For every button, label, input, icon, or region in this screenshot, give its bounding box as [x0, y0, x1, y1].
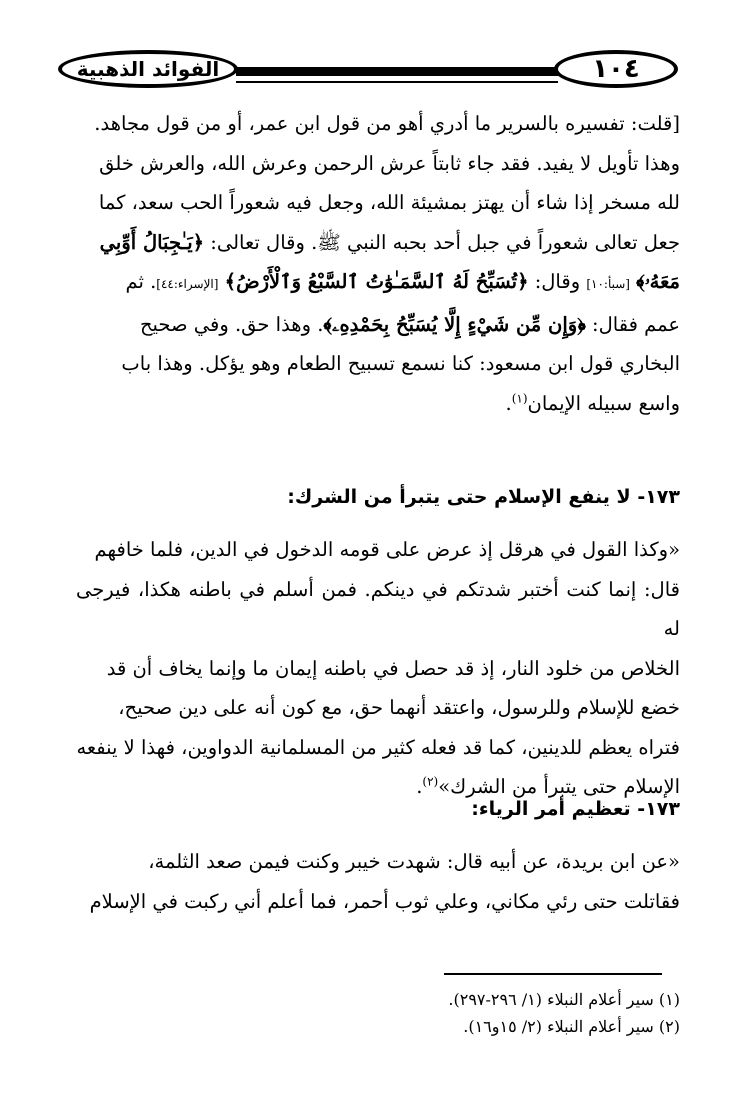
page-number: ١٠٤: [554, 50, 678, 88]
footnote-marker: (٢): [422, 774, 439, 789]
quran-verse: ﴿يَـٰجِبَالُ أَوِّبِي: [99, 230, 205, 254]
header-rule-thick: [236, 67, 558, 76]
section-tasbih-paragraph: [76, 104, 680, 423]
text-line: خضع للإسلام وللرسول، واعتقد أنهما حق، مع كون أنه على دين صحيح،: [118, 696, 680, 719]
text-line: البخاري قول ابن مسعود: كنا نسمع تسبيح الطعام وهو يؤكل. وهذا باب: [121, 352, 680, 375]
quran-verse: مَعَهُۥ﴾: [636, 270, 680, 293]
text-fragment: الإسلام حتى يتبرأ من الشرك»: [438, 775, 680, 798]
text-fragment: واسع سبيله الإيمان: [527, 391, 680, 415]
verse-reference: [الإسراء:٤٤]: [156, 277, 219, 291]
footnote-item: (٢) سير أعلام النبلاء (٢/ ١٥و١٦).: [463, 1017, 680, 1036]
section-heading: ١٧٣- تعظيم أمر الرياء:: [471, 798, 680, 820]
quran-verse: ﴿تُسَبِّحُ لَهُ ٱلسَّمَـٰوَٰتُ ٱلسَّبْعُ وَٱلْأَرْضُ﴾: [224, 270, 529, 293]
text-fragment: . وهذا حق. وفي صحيح: [139, 312, 324, 336]
footnotes: [76, 986, 680, 1040]
book-title: الفوائد الذهبية: [58, 50, 238, 88]
verse-reference: [سبأ:١٠]: [586, 277, 630, 291]
text-line: «عن ابن بريدة، عن أبيه قال: شهدت خيبر وكنت فيمن صعد الثلمة،: [148, 850, 680, 873]
section-riya-paragraph: [76, 842, 680, 921]
text-fragment: . ثم: [125, 270, 157, 293]
section-heraclius-paragraph: [76, 530, 680, 807]
text-line: فقاتلت حتى رئي مكاني، وعلي ثوب أحمر، فما أعلم أني ركبت في الإسلام: [89, 889, 680, 913]
text-fragment: جعل تعالى شعوراً في جبل أحد بحبه النبي ﷺ. وقال تعالى:: [204, 230, 680, 254]
text-fragment: .: [416, 775, 423, 798]
header-rule-thin: [236, 81, 558, 83]
text-line: [76, 223, 680, 263]
text-fragment: وقال:: [528, 270, 587, 293]
footnote-divider: [444, 973, 662, 975]
footnote-item: (١) سير أعلام النبلاء (١/ ٢٩٦-٢٩٧).: [448, 990, 680, 1009]
text-line: [76, 305, 680, 345]
page-header: [58, 44, 678, 102]
text-line: قال: إنما كنت أختبر شدتكم في دينكم. فمن أسلم في باطنه هكذا، فيرجى له: [76, 577, 680, 640]
text-fragment: عمم فقال:: [585, 312, 680, 336]
text-line: [76, 384, 680, 424]
text-line: «وكذا القول في هرقل إذ عرض على قومه الدخول في الدين، فلما خافهم: [94, 538, 680, 561]
quran-verse: ﴿وَإِن مِّن شَيْءٍ إِلَّا يُسَبِّحُ بِحَمْدِهِۦ﴾: [323, 312, 586, 336]
text-line: وهذا تأويل لا يفيد. فقد جاء ثابتاً عرش الرحمن وعرش الله، والعرش خلق: [99, 151, 680, 175]
text-line: [76, 262, 680, 305]
text-fragment: .: [505, 391, 512, 415]
text-line: [قلت: تفسيره بالسرير ما أدري أهو من قول ابن عمر، أو من قول مجاهد.: [94, 112, 680, 135]
section-heading: ١٧٣- لا ينفع الإسلام حتى يتبرأ من الشرك:: [287, 486, 680, 508]
text-line: لله مسخر إذا شاء أن يهتز بمشيئة الله، وجعل فيه شعوراً الحب سعد، كما: [98, 191, 680, 214]
footnote-marker: (١): [511, 391, 528, 405]
text-line: فتراه يعظم للدينين، كما قد فعله كثير من المسلمانية الدواوين، فهذا لا ينفعه: [76, 735, 680, 759]
text-line: الخلاص من خلود النار، إذ قد حصل في باطنه إيمان ما وإنما يخاف أن قد: [106, 656, 680, 680]
